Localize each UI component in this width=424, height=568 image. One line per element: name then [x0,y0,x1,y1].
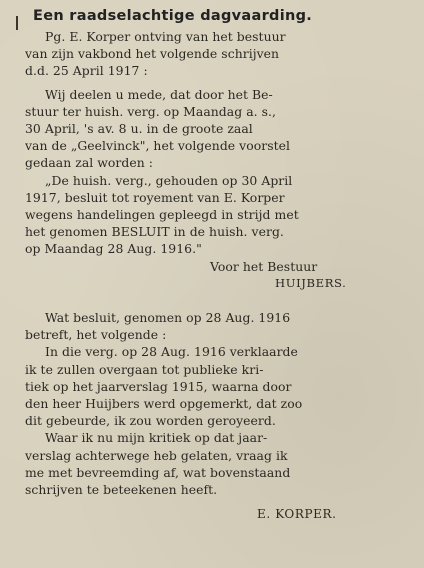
column-rule [16,16,18,30]
quoted-proposal [25,172,404,258]
closing-paragraph [25,429,404,498]
text-line: In die verg. op 28 Aug. 1916 verklaarde [45,344,298,360]
text-line: het genomen BESLUIT in de huish. verg. [25,224,284,240]
response-paragraph [25,309,404,343]
text-line: betreft, het volgende : [25,327,167,343]
text-line: tiek op het jaarverslag 1915, waarna door [25,378,292,394]
signoff-line: Voor het Bestuur [210,258,318,274]
author-name: E. KORPER. [257,507,337,522]
text-line: van zijn vakbond het volgende schrijven [25,46,280,62]
text-line: „De huish. verg., gehouden op 30 April [45,172,293,188]
text-line: Wat besluit, genomen op 28 Aug. 1916 [45,310,291,326]
text-line: stuur ter huish. verg. op Maandag a. s., [25,103,276,119]
board-signature [25,258,404,292]
text-line: verslag achterwege heb gelaten, vraag ik [25,447,288,463]
letter-paragraph [25,86,404,172]
text-line: Wij deelen u mede, dat door het Be- [45,86,273,102]
text-line: dit gebeurde, ik zou worden geroyeerd. [25,413,276,429]
text-line: van de „Geelvinck", het volgende voorstel [25,138,291,154]
text-line: me met bevreemding af, wat bovenstaand [25,464,291,480]
text-line: Waar ik nu mijn kritiek op dat jaar- [45,430,268,446]
article-headline: Een raadselachtige dagvaarding. [33,8,313,24]
explanation-paragraph [25,343,404,429]
text-line: ik te zullen overgaan tot publieke kri- [25,361,264,377]
text-line: d.d. 25 April 1917 : [25,63,148,79]
text-line: schrijven te beteekenen heeft. [25,482,218,498]
text-line: den heer Huijbers werd opgemerkt, dat zoo [25,396,303,412]
text-line: 30 April, 's av. 8 u. in de groote zaal [25,121,253,137]
text-line: wegens handelingen gepleegd in strijd met [25,207,299,223]
author-signature [25,506,404,523]
text-line: op Maandag 28 Aug. 1916." [25,241,202,257]
text-line: Pg. E. Korper ontving van het bestuur [45,29,286,44]
text-line: gedaan zal worden : [25,155,154,171]
signatory-name: HUIJBERS. [275,275,347,290]
intro-paragraph [25,28,404,80]
text-line: 1917, besluit tot royement van E. Korper [25,189,285,205]
